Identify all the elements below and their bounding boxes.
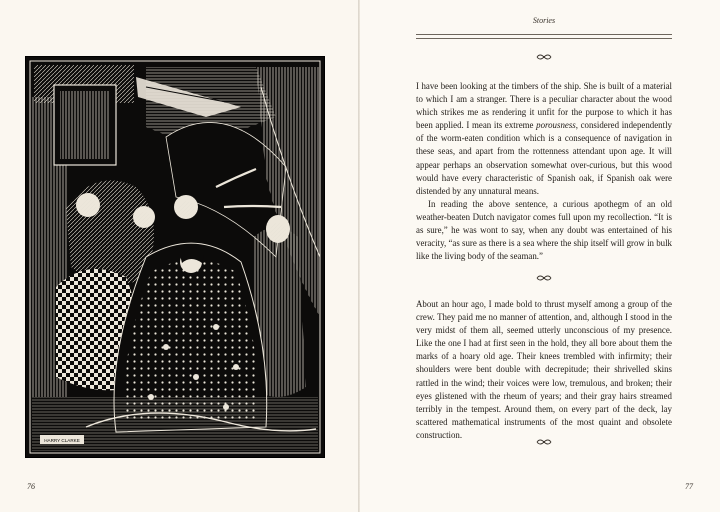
paragraph-crew: About an hour ago, I made bold to thrust myself among a group of the crew. They paid me no manner of attention, and, although I stood in the very midst of them all, seemed utterly unconscious of my presence. Like the one I had at first seen in the hold, they all bore about them the marks of a hoary old age. Their knees trembled with infirmity; their shoulders were bent double with decrepitude; their shrivelled skins rattled in the wind; their voices were low, tremulous, and broken; their eyes glistened with the rheum of years; and their gray hairs streamed terribly in the tempest. Around them, on every part of the deck, lay scattered mathematical instruments of the most quaint and obsolete construction. [416,299,672,440]
paragraph-text: I have been looking at the timbers of the ship. She is built of a material to which I am a stranger. There is a peculiar character about the wood which strikes me as rendering it unfit for the purpose to which it has been applied. I mean its extreme [416,81,672,131]
left-page [0,0,358,512]
text-block-upper [416,80,672,263]
floral-ornament-icon [536,273,552,283]
illustration-plate [25,56,325,458]
header-rule [416,34,672,35]
running-head: Stories [532,16,556,25]
floral-ornament-icon [536,437,552,447]
paragraph-timbers [416,80,672,198]
illustration-signature: HARRY CLARKE [44,438,80,443]
paragraph-text: , considered independently of the worm-eaten condition which is a consequence of navigation in these seas, and apart from the rottenness attendant upon age. It will appear perhaps an observation somewhat over-curious, but this wood would have every characteristic of Spanish oak, if Spanish oak were distended by any unnatural means. [416,120,672,196]
page-number-left: 76 [27,482,35,491]
floral-ornament-icon [536,52,552,62]
paragraph-apothegm: In reading the above sentence, a curious apothegm of an old weather-beaten Dutch navigator comes full upon my recollection. “It is as sure,” he was wont to say, when any doubt was entertained of his veracity, “as sure as there is a sea where the ship itself will grow in bulk like the living body of the seaman.” [416,198,672,262]
ship-crew-illustration [26,57,324,457]
emphasis-text: porousness [536,120,576,131]
page-number-right: 77 [685,482,693,491]
header-rule-secondary [416,38,672,39]
text-block-lower [416,298,672,442]
